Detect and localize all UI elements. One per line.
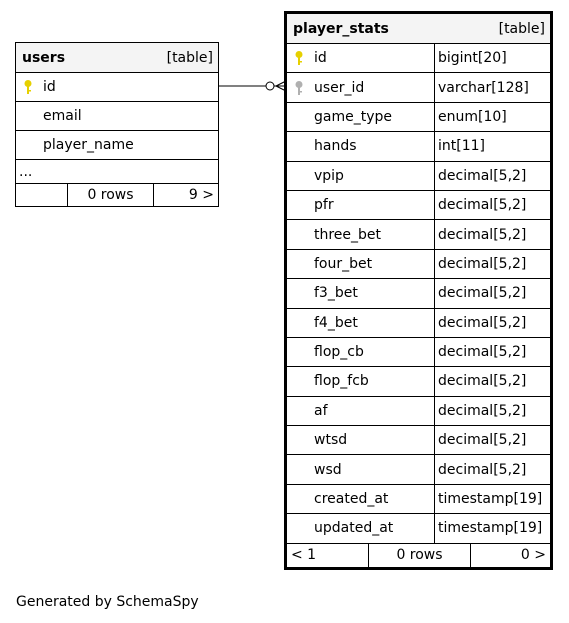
users-table[interactable] bbox=[15, 42, 219, 207]
player-stats-column-name-cell bbox=[287, 338, 434, 366]
player-stats-column-type: decimal[5,2] bbox=[434, 338, 550, 366]
player-stats-column-name: three_bet bbox=[314, 226, 382, 243]
player-stats-footer-next-link[interactable]: 0 > bbox=[470, 544, 550, 567]
player-stats-column-type: timestamp[19] bbox=[434, 485, 550, 513]
player-stats-column-name: wsd bbox=[314, 461, 342, 478]
player-stats-column-name: id bbox=[314, 50, 327, 67]
player-stats-table-kind: [table] bbox=[498, 20, 545, 37]
player-stats-column-name: wtsd bbox=[314, 432, 348, 449]
player-stats-column-type: decimal[5,2] bbox=[434, 397, 550, 425]
player-stats-column-name: game_type bbox=[314, 108, 392, 125]
player-stats-column-name-cell bbox=[287, 132, 434, 160]
player-stats-column-type: decimal[5,2] bbox=[434, 309, 550, 337]
player-stats-column-name-cell bbox=[287, 279, 434, 307]
player-stats-column-name-cell bbox=[287, 103, 434, 131]
users-footer-rows: 0 rows bbox=[67, 184, 153, 206]
player-stats-column-type: decimal[5,2] bbox=[434, 250, 550, 278]
player-stats-column-name-cell bbox=[287, 191, 434, 219]
player-stats-column-type: timestamp[19] bbox=[434, 514, 550, 542]
player-stats-column-name: vpip bbox=[314, 167, 344, 184]
player-stats-column-type: decimal[5,2] bbox=[434, 220, 550, 248]
player-stats-column-row[interactable] bbox=[287, 44, 550, 73]
users-table-header[interactable] bbox=[16, 43, 218, 73]
key-spacer bbox=[16, 131, 40, 159]
users-column-row[interactable] bbox=[16, 73, 218, 102]
player-stats-column-name-cell bbox=[287, 485, 434, 513]
player-stats-column-name: updated_at bbox=[314, 520, 394, 537]
player-stats-column-name: hands bbox=[314, 138, 357, 155]
users-more-label: ... bbox=[19, 163, 33, 180]
foreign-key-icon bbox=[287, 80, 311, 96]
player-stats-column-name: pfr bbox=[314, 197, 334, 214]
primary-key-icon bbox=[287, 50, 311, 66]
player-stats-column-type: decimal[5,2] bbox=[434, 279, 550, 307]
player-stats-column-row[interactable] bbox=[287, 132, 550, 161]
player-stats-table-footer bbox=[287, 544, 550, 567]
users-column-row[interactable] bbox=[16, 131, 218, 160]
player-stats-column-type: bigint[20] bbox=[434, 44, 550, 72]
player-stats-column-type: decimal[5,2] bbox=[434, 162, 550, 190]
player-stats-column-name: f3_bet bbox=[314, 285, 358, 302]
player-stats-column-row[interactable] bbox=[287, 309, 550, 338]
player-stats-column-name: af bbox=[314, 402, 328, 419]
player-stats-column-row[interactable] bbox=[287, 279, 550, 308]
player-stats-column-row[interactable] bbox=[287, 73, 550, 102]
player-stats-column-name-cell bbox=[287, 426, 434, 454]
users-column-name: player_name bbox=[43, 137, 134, 153]
player-stats-column-name-cell bbox=[287, 455, 434, 483]
player-stats-column-name-cell bbox=[287, 162, 434, 190]
users-more-row bbox=[16, 160, 218, 184]
users-column-row[interactable] bbox=[16, 102, 218, 131]
player-stats-column-row[interactable] bbox=[287, 162, 550, 191]
player-stats-column-name: flop_cb bbox=[314, 344, 364, 361]
player-stats-column-name-cell bbox=[287, 73, 434, 101]
player-stats-column-row[interactable] bbox=[287, 191, 550, 220]
users-table-kind: [table] bbox=[166, 49, 213, 66]
player-stats-column-name: flop_fcb bbox=[314, 373, 369, 390]
player-stats-table[interactable] bbox=[284, 11, 553, 570]
player-stats-column-name-cell bbox=[287, 367, 434, 395]
player-stats-column-name-cell bbox=[287, 309, 434, 337]
key-spacer bbox=[16, 102, 40, 130]
player-stats-footer-rows: 0 rows bbox=[368, 544, 470, 567]
primary-key-icon bbox=[16, 73, 40, 101]
player-stats-footer-prev-link[interactable]: < 1 bbox=[291, 547, 317, 564]
users-column-name: id bbox=[43, 79, 56, 95]
player-stats-column-name: f4_bet bbox=[314, 314, 358, 331]
player-stats-column-name-cell bbox=[287, 514, 434, 542]
player-stats-table-name: player_stats bbox=[293, 20, 389, 37]
player-stats-column-name-cell bbox=[287, 220, 434, 248]
player-stats-column-row[interactable] bbox=[287, 250, 550, 279]
player-stats-column-type: int[11] bbox=[434, 132, 550, 160]
player-stats-column-row[interactable] bbox=[287, 220, 550, 249]
users-table-name: users bbox=[22, 49, 66, 66]
player-stats-column-name-cell bbox=[287, 44, 434, 72]
player-stats-column-row[interactable] bbox=[287, 455, 550, 484]
player-stats-column-type: decimal[5,2] bbox=[434, 191, 550, 219]
player-stats-column-type: decimal[5,2] bbox=[434, 426, 550, 454]
player-stats-table-header[interactable] bbox=[287, 14, 550, 44]
users-footer-more-link[interactable]: 9 > bbox=[153, 184, 218, 206]
generated-by-credit: Generated by SchemaSpy bbox=[16, 594, 199, 610]
player-stats-column-row[interactable] bbox=[287, 485, 550, 514]
player-stats-column-name: created_at bbox=[314, 491, 389, 508]
player-stats-column-row[interactable] bbox=[287, 103, 550, 132]
player-stats-column-type: enum[10] bbox=[434, 103, 550, 131]
player-stats-column-name: four_bet bbox=[314, 255, 373, 272]
player-stats-column-type: varchar[128] bbox=[434, 73, 550, 101]
zero-cardinality-circle bbox=[266, 82, 274, 90]
player-stats-column-row[interactable] bbox=[287, 514, 550, 543]
player-stats-column-row[interactable] bbox=[287, 397, 550, 426]
player-stats-column-name: user_id bbox=[314, 79, 365, 96]
users-column-name: email bbox=[43, 108, 82, 124]
player-stats-column-type: decimal[5,2] bbox=[434, 367, 550, 395]
player-stats-column-row[interactable] bbox=[287, 367, 550, 396]
users-footer-left bbox=[16, 184, 67, 206]
player-stats-column-type: decimal[5,2] bbox=[434, 455, 550, 483]
player-stats-column-name-cell bbox=[287, 397, 434, 425]
player-stats-column-name-cell bbox=[287, 250, 434, 278]
player-stats-column-row[interactable] bbox=[287, 426, 550, 455]
users-table-footer bbox=[16, 184, 218, 206]
player-stats-column-row[interactable] bbox=[287, 338, 550, 367]
